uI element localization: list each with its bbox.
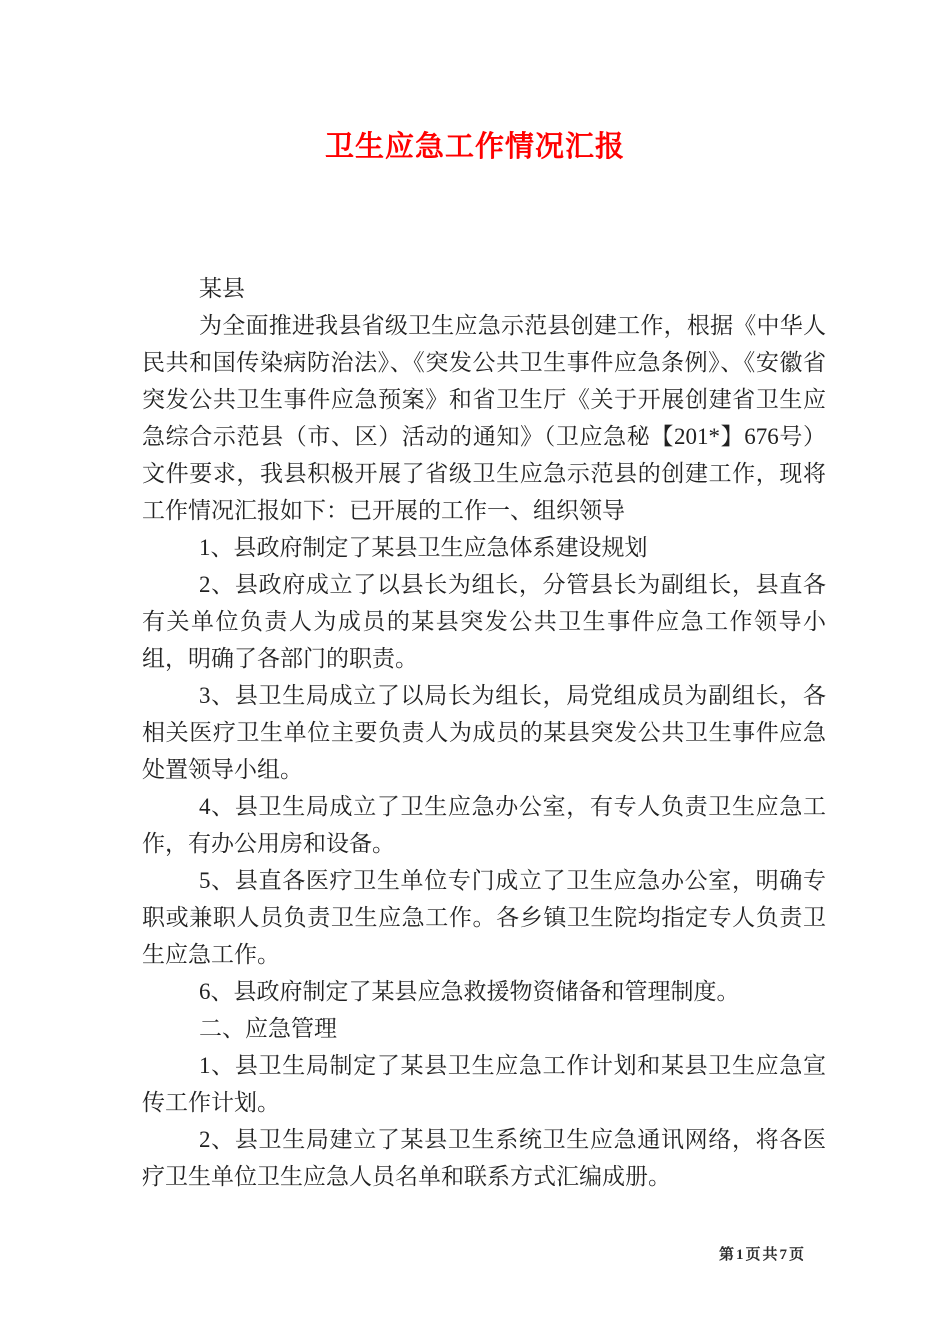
paragraph-background: 为全面推进我县省级卫生应急示范县创建工作，根据《中华人民共和国传染病防治法》、《突发公共卫生事件应急条例》、《安徽省突发公共卫生事件应急预案》和省卫生厅《关于开展创建省卫生应急综合示范县（市、区）活动的通知》（卫应急秘【201*】676号）文件要求，我县积极开展了省级卫生应急示范县的创建工作，现将工作情况汇报如下：已开展的工作一、组织领导 [142, 313, 826, 523]
document-title: 卫生应急工作情况汇报 [324, 131, 625, 163]
paragraph-intro-county: 某县 [199, 276, 245, 301]
paragraph-org-item-4: 4、县卫生局成立了卫生应急办公室，有专人负责卫生应急工作，有办公用房和设备。 [142, 794, 826, 856]
document-body [142, 270, 826, 1195]
paragraph-org-item-5: 5、县直各医疗卫生单位专门成立了卫生应急办公室，明确专职或兼职人员负责卫生应急工作。各乡镇卫生院均指定专人负责卫生应急工作。 [142, 868, 826, 967]
paragraph-section-2-heading: 二、应急管理 [199, 1016, 337, 1041]
page-number: 第1页共7页 [718, 1247, 806, 1263]
paragraph-mgmt-item-1: 1、县卫生局制定了某县卫生应急工作计划和某县卫生应急宣传工作计划。 [142, 1053, 826, 1115]
paragraph-org-item-3: 3、县卫生局成立了以局长为组长，局党组成员为副组长，各相关医疗卫生单位主要负责人为成员的某县突发公共卫生事件应急处置领导小组。 [142, 683, 826, 782]
paragraph-org-item-1: 1、县政府制定了某县卫生应急体系建设规划 [199, 535, 648, 560]
paragraph-org-item-6: 6、县政府制定了某县应急救援物资储备和管理制度。 [199, 979, 740, 1004]
paragraph-mgmt-item-2: 2、县卫生局建立了某县卫生系统卫生应急通讯网络，将各医疗卫生单位卫生应急人员名单和联系方式汇编成册。 [142, 1127, 826, 1189]
paragraph-org-item-2: 2、县政府成立了以县长为组长，分管县长为副组长，县直各有关单位负责人为成员的某县突发公共卫生事件应急工作领导小组，明确了各部门的职责。 [142, 572, 826, 671]
